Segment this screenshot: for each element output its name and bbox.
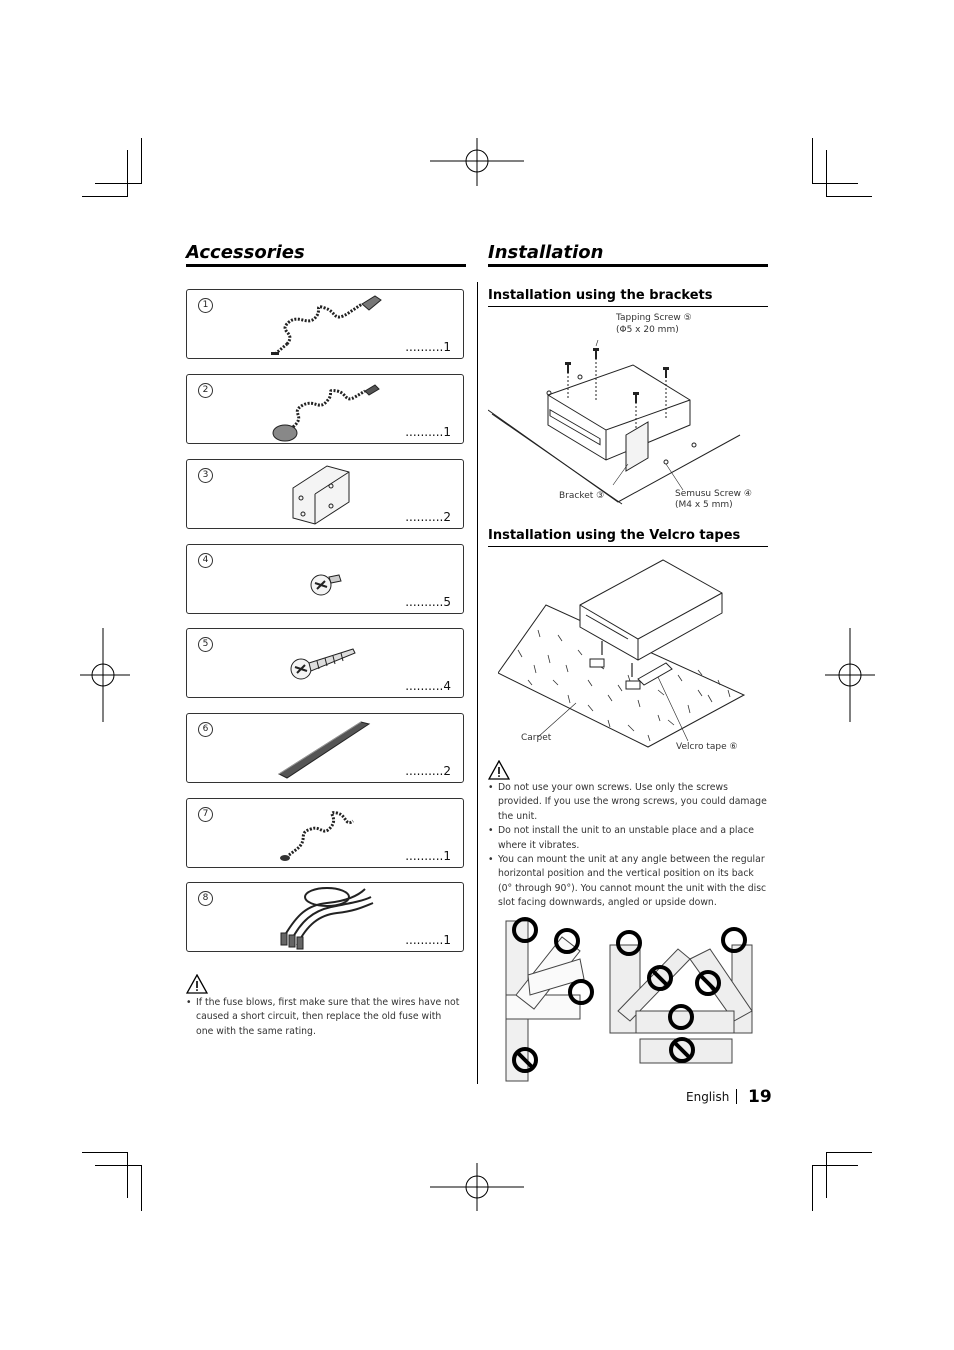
- label-carpet: Carpet: [521, 733, 552, 743]
- footer-divider: [736, 1089, 737, 1104]
- bracket-icon: [267, 462, 387, 528]
- item-quantity: ..........2: [405, 510, 451, 524]
- velcro-tape-icon: [267, 716, 387, 782]
- velcro-rule: [488, 546, 768, 547]
- cable-icon: [267, 801, 387, 867]
- accessories-title: Accessories: [186, 242, 305, 263]
- footer-language: English: [686, 1090, 730, 1104]
- registration-mark-right: [825, 628, 875, 722]
- registration-mark-left: [80, 628, 130, 722]
- wired-remote-cable-icon: [267, 377, 387, 443]
- label-semusu-screw: Semusu Screw ④: [675, 489, 752, 499]
- registration-mark-top: [430, 138, 524, 186]
- warning-bullet: • Do not use your own screws. Use only the screws provided. If you use the wrong screws, you could damage the unit.: [488, 781, 768, 824]
- accessory-item: [186, 882, 464, 952]
- column-divider: [477, 282, 478, 1084]
- accessory-item: [186, 289, 464, 359]
- mounting-angle-diagram: [500, 915, 755, 1085]
- label-tapping-screw-size: (Φ5 x 20 mm): [616, 325, 679, 335]
- item-number: 6: [198, 722, 213, 737]
- item-number: 5: [198, 637, 213, 652]
- installation-title: Installation: [488, 242, 604, 263]
- label-semusu-screw-size: (M4 x 5 mm): [675, 500, 733, 510]
- brackets-rule: [488, 306, 768, 307]
- item-quantity: ..........1: [405, 425, 451, 439]
- warning-triangle-icon: [488, 760, 510, 780]
- item-number: 4: [198, 553, 213, 568]
- tapping-screw-icon: [267, 631, 387, 697]
- label-bracket: Bracket ③: [559, 491, 605, 501]
- item-number: 3: [198, 468, 213, 483]
- semusu-screw-icon: [267, 547, 387, 613]
- warning-bullet: • Do not install the unit to an unstable place and a place where it vibrates.: [488, 824, 768, 853]
- accessory-item: [186, 544, 464, 614]
- item-quantity: ..........2: [405, 764, 451, 778]
- label-tapping-screw: Tapping Screw ⑤: [616, 313, 692, 323]
- registration-mark-bottom: [430, 1163, 524, 1211]
- item-quantity: ..........1: [405, 849, 451, 863]
- item-number: 1: [198, 298, 213, 313]
- accessory-item: [186, 713, 464, 783]
- accessory-item: [186, 459, 464, 529]
- item-number: 8: [198, 891, 213, 906]
- warning-bullet: • If the fuse blows, first make sure that the wires have not caused a short circuit, then replace the old fuse with one with the same rating.: [186, 996, 461, 1039]
- warning-triangle-icon: [186, 974, 208, 994]
- item-number: 7: [198, 807, 213, 822]
- item-quantity: ..........4: [405, 679, 451, 693]
- item-number: 2: [198, 383, 213, 398]
- page-number: 19: [748, 1087, 772, 1107]
- label-velcro-tape: Velcro tape ⑥: [676, 742, 738, 752]
- brackets-subtitle: Installation using the brackets: [488, 288, 713, 303]
- accessory-item: [186, 374, 464, 444]
- accessories-rule: [186, 264, 466, 267]
- velcro-subtitle: Installation using the Velcro tapes: [488, 528, 741, 543]
- item-quantity: ..........5: [405, 595, 451, 609]
- power-cord-icon: [267, 292, 387, 358]
- accessory-item: [186, 628, 464, 698]
- av-cable-icon: [267, 885, 387, 951]
- installation-warning-list: [488, 781, 768, 911]
- velcro-installation-diagram: [498, 555, 750, 750]
- item-quantity: ..........1: [405, 340, 451, 354]
- installation-rule: [488, 264, 768, 267]
- bracket-installation-diagram: [488, 340, 743, 505]
- warning-bullet: • You can mount the unit at any angle between the regular horizontal position and the vertical position on its back (0° through 90°). You cannot mount the unit with the disc slot facing downwards, angled or upside down.: [488, 853, 768, 911]
- accessories-warning-list: [186, 996, 461, 1039]
- accessory-item: [186, 798, 464, 868]
- item-quantity: ..........1: [405, 933, 451, 947]
